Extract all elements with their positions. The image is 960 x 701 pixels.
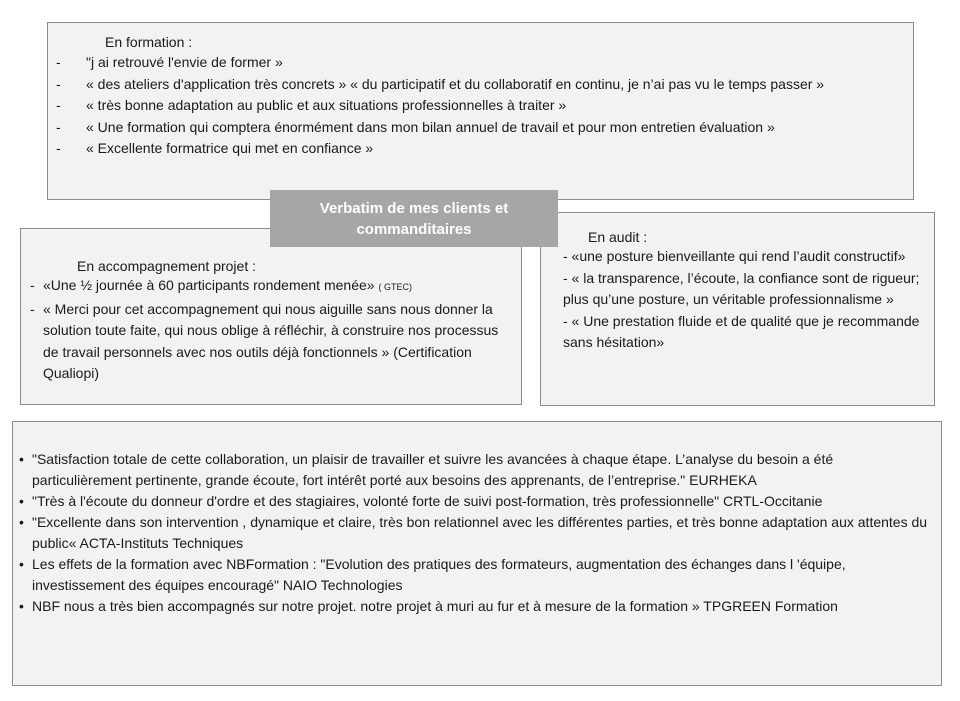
audit-box: [540, 212, 935, 406]
accompagnement-title: En accompagnement projet :: [77, 258, 256, 274]
formation-box: [47, 22, 914, 200]
accompagnement-item: - « Merci pour cet accompagnement qui nous aiguille sans nous donner la solution toute faite, qui nous oblige à réfléchir, à construire nos processus de travail personnels avec nos outils déjà fonctionnels » (Certification Qualiopi): [30, 299, 515, 385]
clients-testimonials-box: [12, 421, 942, 686]
page-title-line1: Verbatim de mes clients et: [319, 199, 509, 217]
formation-item: - « des ateliers d'application très concrets » « du participatif et du collaboratif en continu, je n’ai pas vu le temps passer »: [56, 74, 906, 96]
accompagnement-list: [30, 275, 515, 385]
testimonial-item: • "Satisfaction totale de cette collaboration, un plaisir de travailler et suivre les avancées à chaque étape. L’analyse du besoin a été particulièrement pertinente, grande écoute, fort intérêt porté aux besoins des apprenants, de l’entreprise." EURHEKA: [19, 449, 934, 491]
audit-list: [563, 246, 928, 354]
audit-item: - « la transparence, l’écoute, la confiance sont de rigueur; plus qu’une posture, un véritable professionnalisme »: [563, 269, 920, 307]
audit-item: - « Une prestation fluide et de qualité que je recommande sans hésitation»: [563, 312, 920, 350]
clients-testimonials-list: [19, 449, 934, 617]
accompagnement-box: [20, 228, 522, 405]
audit-title: En audit :: [588, 229, 648, 245]
formation-item: - « Excellente formatrice qui met en confiance »: [56, 138, 906, 160]
page-title-line2: commanditaires: [356, 220, 472, 238]
testimonial-item: • Les effets de la formation avec NBFormation : "Evolution des pratiques des formateurs, augmentation des échanges dans l 'équipe, investissement des équipes encouragé" NAIO Technologies: [19, 554, 934, 596]
formation-item: - "j ai retrouvé l'envie de former »: [56, 52, 906, 74]
page-title-banner: [270, 190, 558, 247]
accompagnement-item-source: ( GTEC): [378, 282, 412, 292]
testimonial-item: • NBF nous a très bien accompagnés sur notre projet. notre projet à muri au fur et à mesure de la formation » TPGREEN Formation: [19, 596, 934, 617]
accompagnement-item: [30, 275, 515, 299]
formation-item: - « Une formation qui comptera énormément dans mon bilan annuel de travail et pour mon entretien évaluation »: [56, 117, 906, 139]
audit-item: - «une posture bienveillante qui rend l’audit constructif»: [563, 248, 906, 264]
formation-list: [56, 52, 906, 160]
testimonial-item: • "Excellente dans son intervention , dynamique et claire, très bon relationnel avec les différentes parties, et très bonne adaptation aux attentes du public« ACTA-Instituts Techniques: [19, 512, 934, 554]
formation-item: - « très bonne adaptation au public et aux situations professionnelles à traiter »: [56, 95, 906, 117]
accompagnement-item-text: «Une ½ journée à 60 participants rondement menée»: [43, 277, 379, 293]
formation-title: En formation :: [105, 34, 193, 50]
testimonial-item: • "Très à l'écoute du donneur d'ordre et des stagiaires, volonté forte de suivi post-formation, très professionnelle" CRTL-Occitanie: [19, 491, 934, 512]
